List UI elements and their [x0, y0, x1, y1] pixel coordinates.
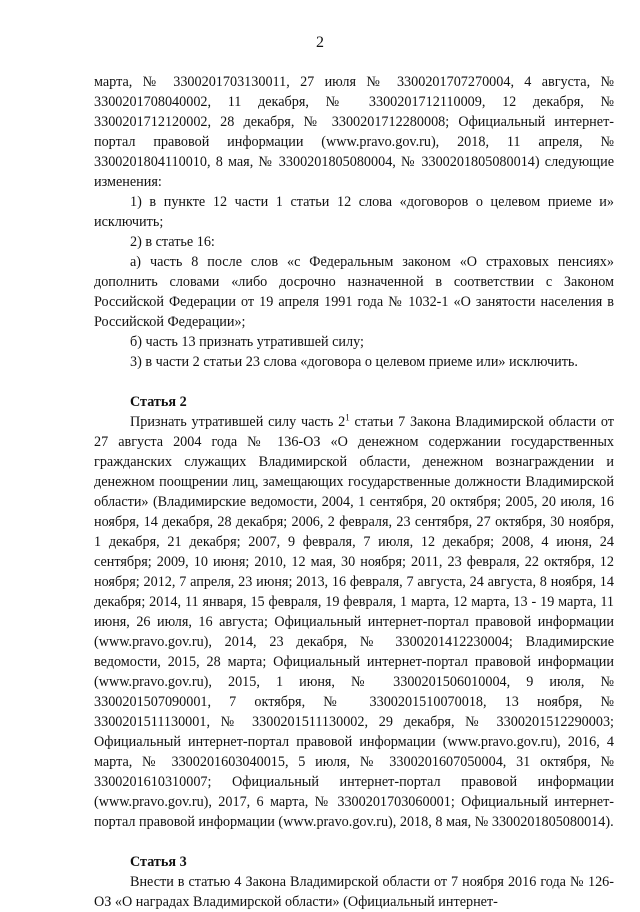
section-gap	[94, 372, 614, 392]
page-number: 2	[316, 34, 324, 51]
article-3-heading: Статья 3	[130, 854, 187, 870]
article-2-superscript: 1	[345, 412, 350, 423]
article-3-text: Внести в статью 4 Закона Владимирской области от 7 ноября 2016 года № 126-ОЗ «О наградах Владимирской области» (Официальный интернет-	[94, 874, 614, 910]
amendment-item-2b: б) часть 13 признать утратившей силу;	[130, 334, 364, 350]
section-gap	[94, 832, 614, 852]
amendment-item-2a: а) часть 8 после слов «с Федеральным законом «О страховых пенсиях» дополнить словами «либо досрочно назначенной в соответствии с Законом Российской Федерации от 19 апреля 1991 года № 1032-1 «О занятости населения в Российской Федерации»;	[94, 254, 614, 330]
amendment-item-2: 2) в статье 16:	[130, 234, 215, 250]
amendment-item-1: 1) в пункте 12 части 1 статьи 12 слова «договоров о целевом приеме и» исключить;	[94, 194, 614, 230]
article-2-text-start: Признать утратившей силу часть 2	[130, 414, 346, 430]
article-2-text-rest: статьи 7 Закона Владимирской области от 27 августа 2004 года № 136-ОЗ «О денежном содержании государственных гражданских служащих Владимирской области, денежном вознаграждении и денежном поощрении лиц, замещающих государственные должности Владимирской области» (Владимирские ведомости, 2004, 1 сентября, 20 октября; 2005, 20 июля, 16 ноября, 14 декабря, 28 декабря; 2006, 2 февраля, 23 сентября, 27 октября, 30 ноября, 1 декабря, 21 декабря; 2007, 9 февраля, 7 июля, 12 декабря; 2008, 4 июня, 24 сентября; 2009, 10 июня; 2010, 12 мая, 30 ноября; 2011, 23 февраля, 22 октября, 12 ноября; 2012, 7 апреля, 23 июня; 2013, 16 февраля, 7 августа, 24 августа, 8 ноября, 14 декабря; 2014, 11 января, 15 февраля, 19 февраля, 1 марта, 12 марта, 13 - 19 марта, 11 июня, 26 июля, 16 августа; Официальный интернет-портал правовой информации (www.pravo.gov.ru), 2014, 23 декабря, № 3300201412230004; Владимирские ведомости, 2015, 28 марта; Официальный интернет-портал правовой информации (www.pravo.gov.ru), 2015, 1 июня, № 3300201506010004, 9 июля, № 3300201507090001, 7 октября, № 3300201510070018, 13 ноября, № 3300201511130001, № 3300201511130002, 29 декабря, № 3300201512290003; Официальный интернет-портал правовой информации (www.pravo.gov.ru), 2016, 4 марта, № 3300201603040015, 5 июля, № 3300201607050004, 31 октября, № 3300201610310007; Официальный интернет-портал правовой информации (www.pravo.gov.ru), 2017, 6 марта, № 3300201703060001; Официальный интернет-портал правовой информации (www.pravo.gov.ru), 2018, 8 мая, № 3300201805080014).	[94, 414, 614, 830]
article-2-heading: Статья 2	[130, 394, 187, 410]
document-body	[94, 72, 614, 912]
intro-continuation-paragraph: марта, № 3300201703130011, 27 июля № 3300201707270004, 4 августа, № 3300201708040002, 11 декабря, № 3300201712110009, 12 декабря, № 3300201712120002, 28 декабря, № 3300201712280008; Официальный интернет-портал правовой информации (www.pravo.gov.ru), 2018, 11 апреля, № 3300201804110010, 8 мая, № 3300201805080004, № 3300201805080014) следующие изменения:	[94, 74, 614, 190]
article-2-text	[94, 412, 614, 832]
amendment-item-3: 3) в части 2 статьи 23 слова «договора о целевом приеме или» исключить.	[130, 354, 578, 370]
